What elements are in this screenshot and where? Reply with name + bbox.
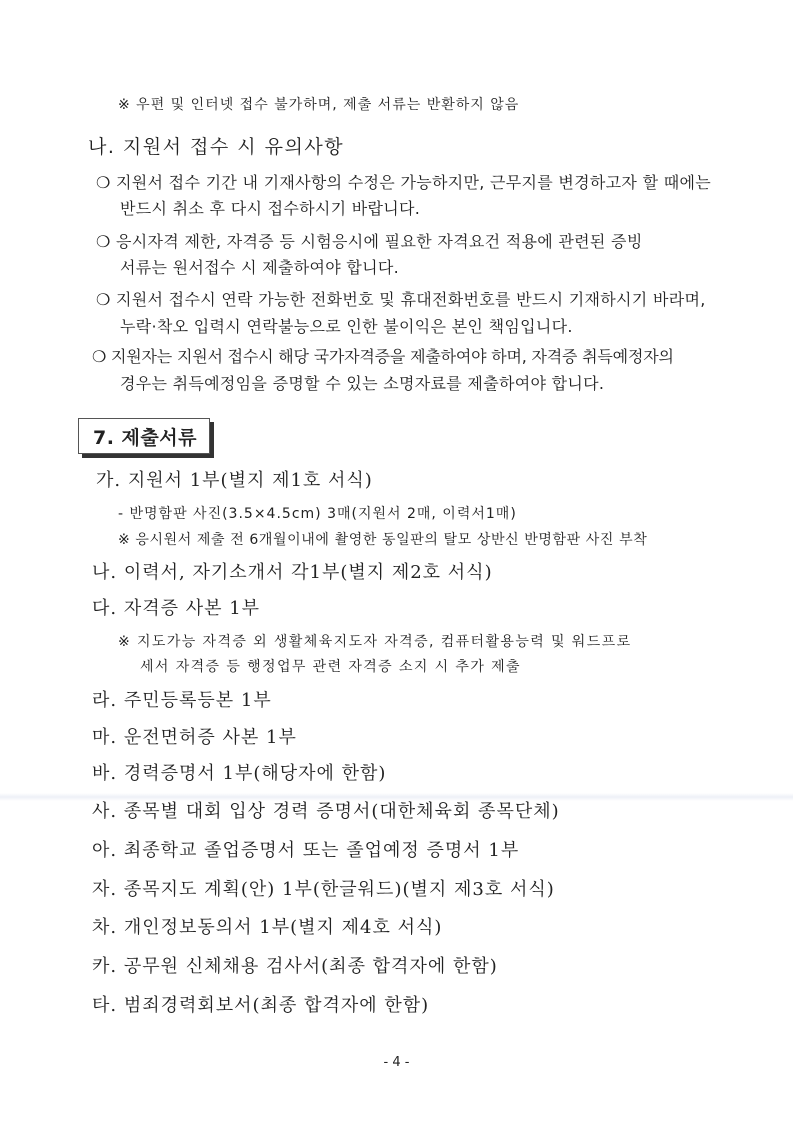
doc-item-privacy: 차. 개인정보동의서 1부(별지 제4호 서식)	[92, 917, 443, 938]
bullet-1-line2: 반드시 취소 후 다시 접수하시기 바랍니다.	[120, 199, 421, 218]
photo-note: ※ 응시원서 제출 전 6개월이내에 촬영한 동일판의 탈모 상반신 반명함판 사진 부착	[118, 532, 648, 548]
cert-note-line2: 세서 자격증 등 행정업무 관련 자격증 소지 시 추가 제출	[140, 659, 521, 675]
doc-item-application: 가. 지원서 1부(별지 제1호 서식)	[96, 470, 373, 491]
doc-item-resident-register: 라. 주민등록등본 1부	[92, 690, 272, 711]
section-title: 7. 제출서류	[93, 427, 197, 449]
doc-item-criminal-record: 타. 범죄경력회보서(최종 합격자에 한함)	[92, 995, 430, 1016]
bullet-3-line1: ❍ 지원서 접수시 연락 가능한 전화번호 및 휴대전화번호를 반드시 기재하시기 바라며,	[96, 290, 706, 309]
bullet-4-line2: 경우는 취득예정임을 증명할 수 있는 소명자료를 제출하여야 합니다.	[120, 374, 605, 393]
doc-item-license: 마. 운전면허증 사본 1부	[92, 727, 297, 748]
section-heading-precautions: 나. 지원서 접수 시 유의사항	[88, 136, 345, 158]
page-number: - 4 -	[383, 1055, 410, 1070]
doc-item-medical: 카. 공무원 신체채용 검사서(최종 합격자에 한함)	[92, 956, 498, 977]
doc-item-award: 사. 종목별 대회 입상 경력 증명서(대한체육회 종목단체)	[92, 801, 560, 822]
bullet-4-line1: ❍ 지원자는 지원서 접수시 해당 국가자격증을 제출하여야 하며, 자격증 취득예정자의	[92, 347, 674, 366]
doc-item-plan: 자. 종목지도 계획(안) 1부(한글워드)(별지 제3호 서식)	[92, 879, 555, 900]
notice-no-mail: ※ 우편 및 인터넷 접수 불가하며, 제출 서류는 반환하지 않음	[118, 97, 520, 113]
bullet-1-line1: ❍ 지원서 접수 기간 내 기재사항의 수정은 가능하지만, 근무지를 변경하고자 할 때에는	[96, 173, 711, 192]
doc-item-career: 바. 경력증명서 1부(해당자에 한함)	[92, 763, 387, 784]
doc-item-graduation: 아. 최종학교 졸업증명서 또는 졸업예정 증명서 1부	[92, 840, 520, 861]
photo-detail: - 반명함판 사진(3.5×4.5cm) 3매(지원서 2매, 이력서1매)	[118, 506, 517, 522]
section-title-box	[78, 418, 210, 454]
doc-item-resume: 나. 이력서, 자기소개서 각1부(별지 제2호 서식)	[92, 562, 493, 583]
bullet-2-line2: 서류는 원서접수 시 제출하여야 합니다.	[120, 258, 400, 277]
cert-note-line1: ※ 지도가능 자격증 외 생활체육지도자 자격증, 컴퓨터활용능력 및 워드프로	[118, 634, 632, 650]
bullet-2-line1: ❍ 응시자격 제한, 자격증 등 시험응시에 필요한 자격요건 적용에 관련된 증빙	[96, 232, 643, 251]
bullet-3-line2: 누락·착오 입력시 연락불능으로 인한 불이익은 본인 책임입니다.	[120, 317, 573, 336]
doc-item-certificate: 다. 자격증 사본 1부	[92, 598, 261, 619]
